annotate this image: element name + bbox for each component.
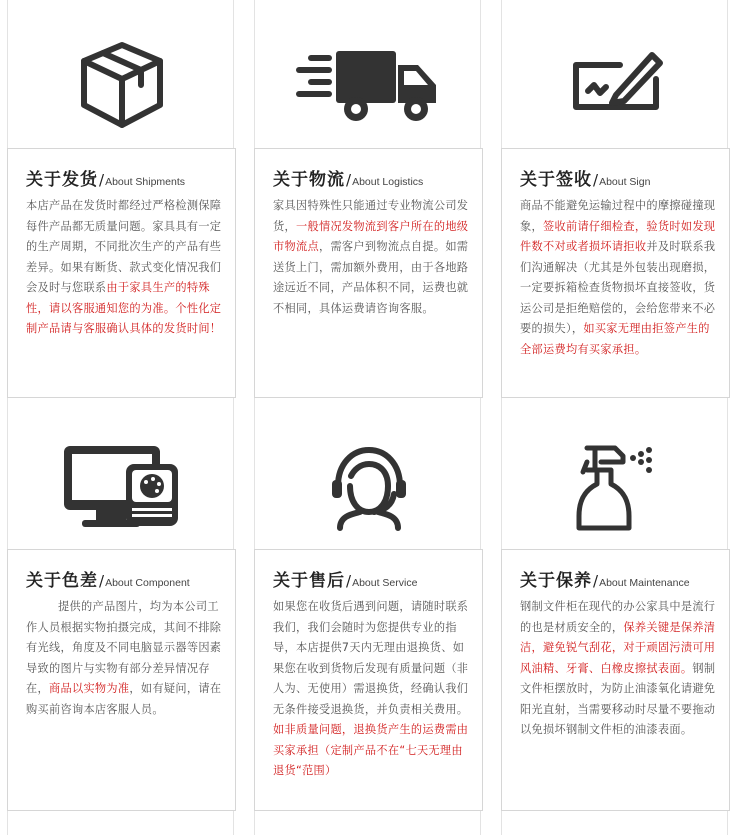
card-title-en: About Maintenance (599, 577, 690, 589)
card-title-cn: 关于签收 (520, 170, 592, 190)
card-title-en: About Service (352, 577, 418, 589)
card-title-cn: 关于物流 (273, 170, 345, 190)
body-text: 如果您在收货后遇到问题，请随时联系我们，我们会随时为您提供专业的指导，本店提供7天内无理由退换货、如果您在收到货物后发现有质量问题（非人为、无使用）需退换货，经确认我们无条件接受退换货，并负责相关费用。 (273, 600, 469, 716)
highlight-text: 一般情况发物流到客户所在的地级市物流点 (273, 219, 469, 253)
component-card (7, 549, 236, 811)
card-body (520, 196, 719, 360)
highlight-text: 如非质量问题，退换货产生的运费需由买家承担（定制产品不在“七天无理由退货“范围） (273, 723, 469, 777)
card-body (26, 196, 225, 340)
card-body (26, 597, 225, 720)
box-icon (8, 30, 235, 140)
body-text: 提供的产品图片，均为本公司工作人员根据实物拍摄完成，其间不排除有光线，角度及不同电脑显示器等因素导致的图片与实物有部分差异情况存在， (26, 600, 222, 695)
card-title-cn: 关于色差 (26, 571, 98, 591)
body-text: 商品不能避免运输过程中的摩擦碰撞现象， (520, 199, 716, 233)
highlight-text: 由于家具生产的特殊性，请以客服通知您的为准。个性化定制产品请与客服确认具体的发货时间！ (26, 281, 222, 335)
card-title: 关于售后 / About Service (273, 566, 472, 591)
card-title-en: About Shipments (105, 176, 186, 188)
spray-bottle-icon (502, 432, 729, 542)
card-title-cn: 关于保养 (520, 571, 592, 591)
card-title: 关于保养 / About Maintenance (520, 566, 719, 591)
card-title-en: About Logistics (352, 176, 424, 188)
highlight-text: 保养关键是保养清洁，避免锐气刮花，对于顽固污渍可用风油精、牙膏、白橡皮擦拭表面。 (520, 620, 716, 675)
card-title: 关于发货 / About Shipments (26, 165, 225, 190)
body-text: 钢制文件柜摆放时，为防止油漆氧化请避免阳光直射，当需要移动时尽量不要拖动以免损坏钢制文件柜的油漆表面。 (520, 661, 716, 736)
card-title-cn: 关于售后 (273, 571, 345, 591)
card-title: 关于物流 / About Logistics (273, 165, 472, 190)
body-text: 钢制文件柜在现代的办公家具中是流行的也是材质安全的， (520, 600, 716, 634)
card-title-en: About Component (105, 577, 190, 589)
card-body (273, 597, 472, 782)
card-title-en: About Sign (599, 176, 651, 188)
body-text: ，如有疑问，请在购买前咨询本店客服人员。 (26, 682, 222, 716)
card-title-cn: 关于发货 (26, 170, 98, 190)
body-text: ，需客户到物流点自提。如需送货上门，需加额外费用，由于各地路途远近不同，产品体积不同，运费也就不相同，具体运费请咨询客服。 (273, 240, 469, 315)
service-card (254, 549, 483, 811)
highlight-text: 商品以实物为准 (48, 682, 130, 695)
sign-icon (502, 30, 729, 140)
body-text: 家具因特殊性只能通过专业物流公司发货， (273, 199, 469, 233)
truck-icon (255, 30, 482, 140)
logistics-card (254, 148, 483, 398)
headset-icon (255, 432, 482, 542)
body-text: 并及时联系我们沟通解决（尤其是外包装出现磨损，一定要拆箱检查货物损坏直接签收，货运公司是拒绝赔偿的，会给您带来不必要的损失）， (520, 240, 716, 335)
card-title: 关于色差 / About Component (26, 566, 225, 591)
card-title: 关于签收 / About Sign (520, 165, 719, 190)
card-body (520, 597, 719, 741)
card-body (273, 196, 472, 319)
maintenance-card (501, 549, 730, 811)
body-text: 本店产品在发货时都经过严格检测保障每件产品都无质量问题。家具具有一定的生产周期，不同批次生产的产品有些差异。如果有断货、款式变化情况我们会及时与您联系 (26, 199, 222, 294)
monitor-palette-icon (8, 432, 235, 542)
highlight-text: 如买家无理由拒签产生的全部运费均有买家承担。 (520, 322, 710, 356)
shipments-card (7, 148, 236, 398)
highlight-text: 签收前请仔细检查，验货时如发现件数不对或者损坏请拒收 (520, 219, 716, 253)
sign-card (501, 148, 730, 398)
